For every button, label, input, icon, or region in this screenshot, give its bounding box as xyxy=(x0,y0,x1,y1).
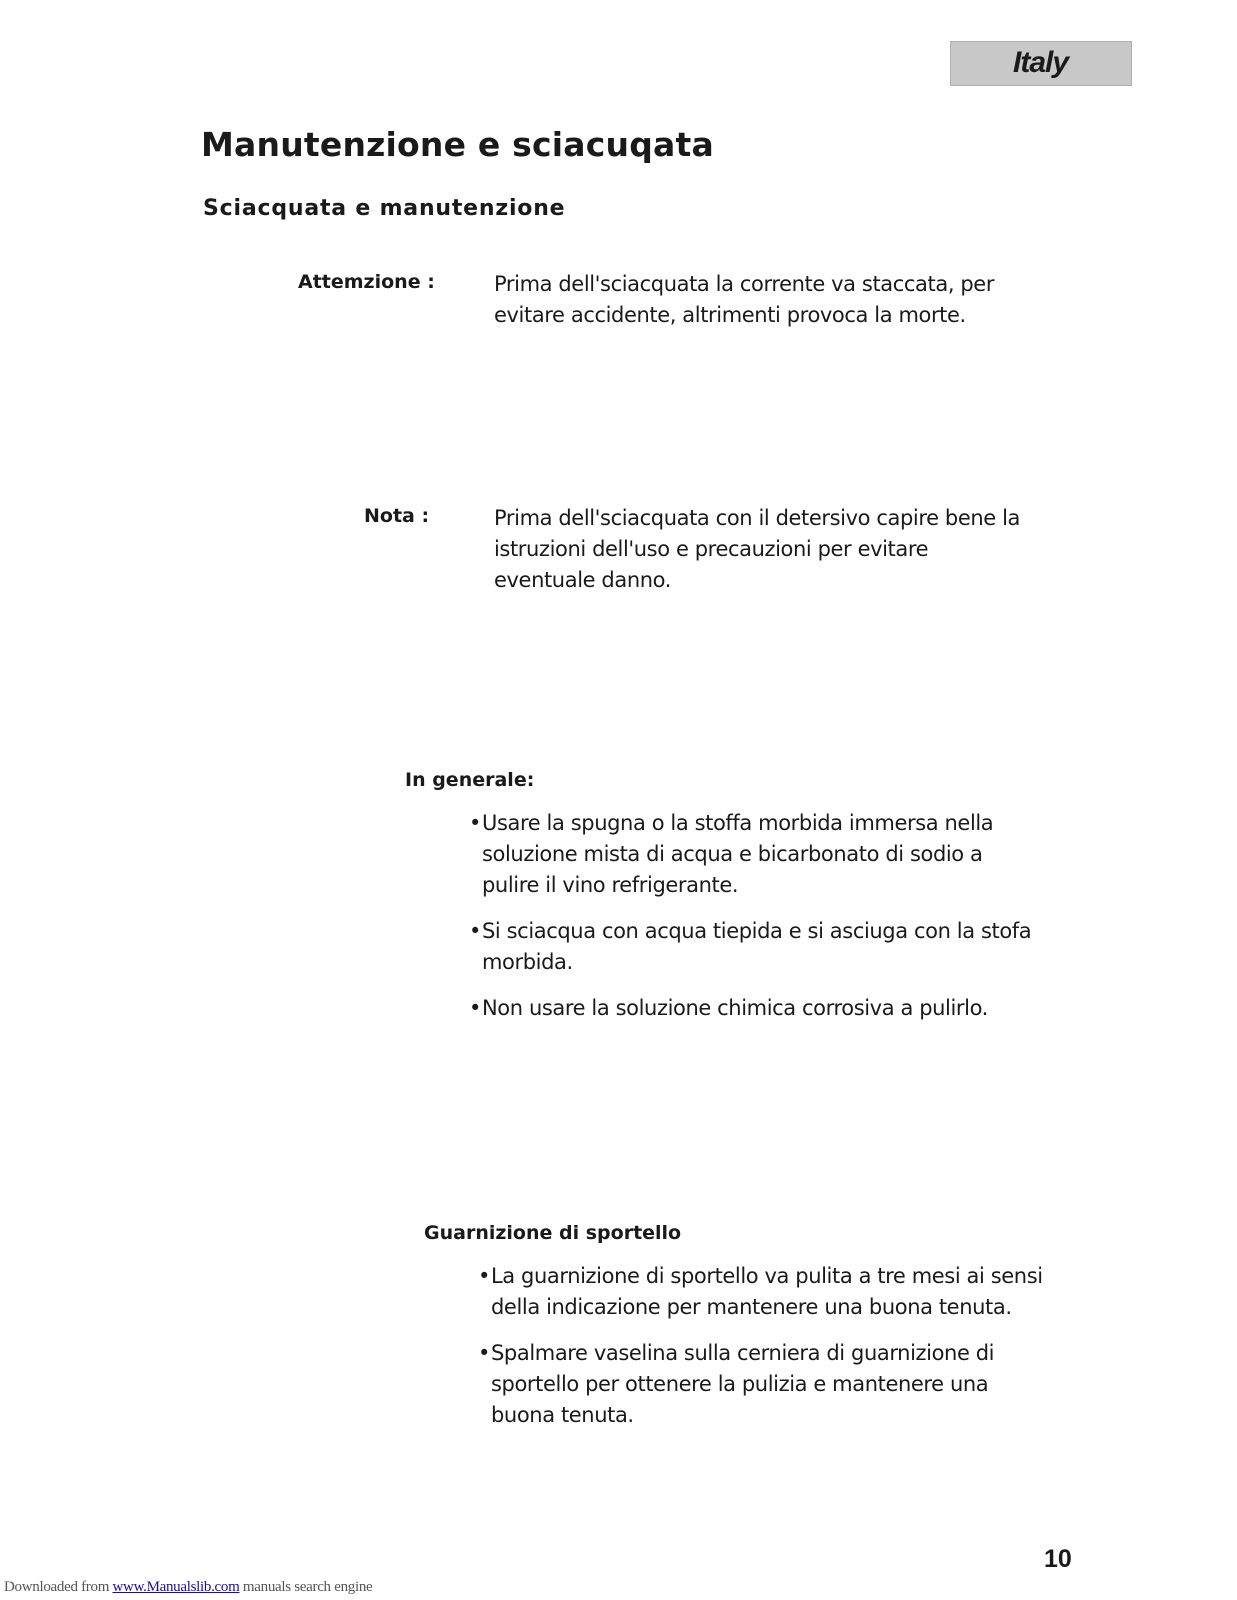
list-item-text: Non usare la soluzione chimica corrosiva a pulirlo. xyxy=(482,996,988,1020)
list-item xyxy=(469,808,1044,901)
bullet-icon: • xyxy=(478,1264,490,1288)
page-title: Manutenzione e sciacuqata xyxy=(201,125,714,164)
list-item xyxy=(478,1261,1053,1323)
page-number: 10 xyxy=(1044,1545,1072,1573)
general-list xyxy=(469,808,1044,1039)
bullet-icon: • xyxy=(469,996,481,1020)
footer-suffix: manuals search engine xyxy=(239,1579,373,1595)
list-item-text: Si sciacqua con acqua tiepida e si asciuga con la stofa morbida. xyxy=(482,919,1032,974)
general-heading: In generale: xyxy=(405,769,535,791)
footer xyxy=(4,1579,372,1596)
gasket-heading: Guarnizione di sportello xyxy=(424,1222,682,1244)
list-item-text: Spalmare vaselina sulla cerniera di guarnizione di sportello per ottenere la pulizia e mantenere una buona tenuta. xyxy=(491,1341,995,1427)
list-item-text: Usare la spugna o la stoffa morbida immersa nella soluzione mista di acqua e bicarbonato di sodio a pulire il vino refrigerante. xyxy=(482,811,994,897)
bullet-icon: • xyxy=(469,811,481,835)
section-title: Sciacquata e manutenzione xyxy=(203,196,566,221)
attention-text: Prima dell'sciacquata la corrente va staccata, per evitare accidente, altrimenti provoca la morte. xyxy=(494,272,995,327)
note-text: Prima dell'sciacquata con il detersivo capire bene la istruzioni dell'uso e precauzioni per evitare eventuale danno. xyxy=(494,506,1020,592)
language-tab-label: Italy xyxy=(1013,46,1069,79)
list-item xyxy=(469,993,1044,1024)
bullet-icon: • xyxy=(478,1341,490,1365)
list-item-text: La guarnizione di sportello va pulita a tre mesi ai sensi della indicazione per mantenere una buona tenuta. xyxy=(491,1264,1043,1319)
gasket-list xyxy=(478,1261,1053,1446)
list-item xyxy=(469,916,1044,978)
language-tab xyxy=(950,41,1132,86)
list-item xyxy=(478,1338,1053,1431)
attention-label: Attemzione : xyxy=(298,271,435,293)
manualslib-link[interactable]: www.Manualslib.com xyxy=(112,1579,240,1595)
note-label: Nota : xyxy=(364,505,430,527)
bullet-icon: • xyxy=(469,919,481,943)
footer-prefix: Downloaded from xyxy=(4,1579,113,1595)
